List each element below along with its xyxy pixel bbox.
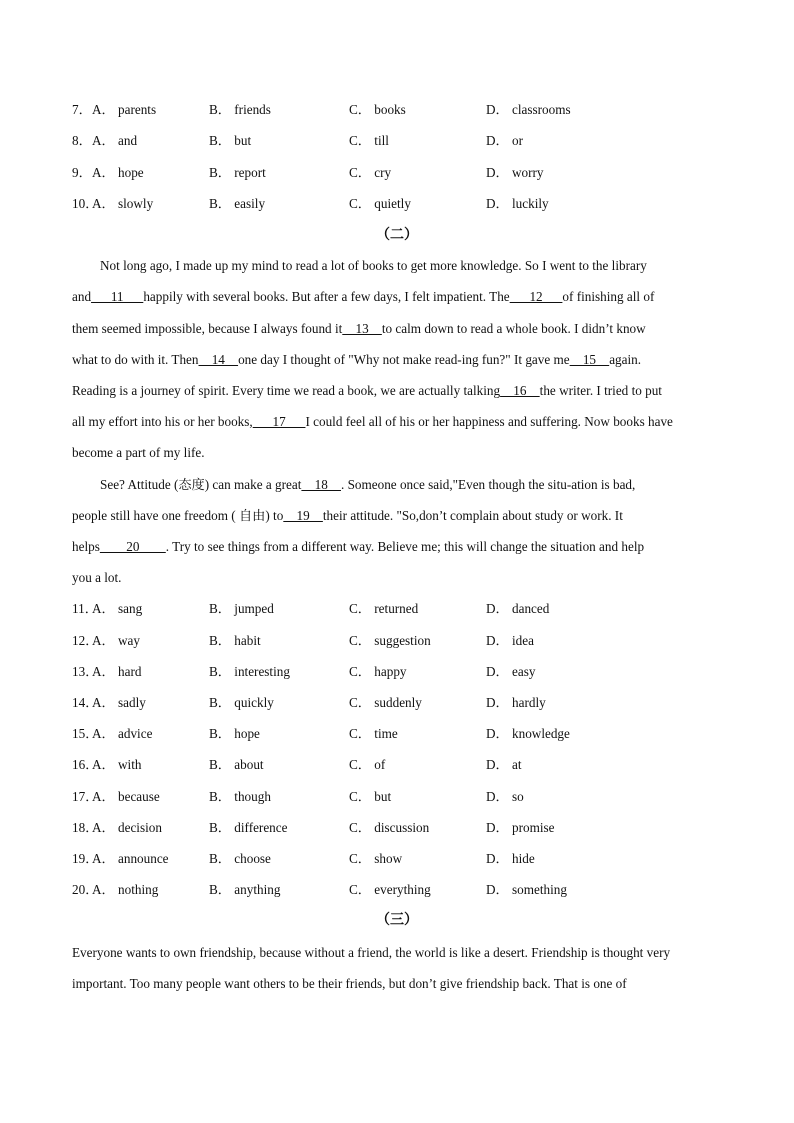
option-d: D． easy — [486, 664, 536, 679]
question-number: 13． — [72, 664, 99, 679]
option-b: B． but — [209, 133, 252, 148]
option-a: A． and — [92, 133, 138, 148]
option-c: C． discussion — [349, 820, 430, 835]
option-d: D． danced — [486, 601, 550, 616]
option-d: D． classrooms — [486, 102, 571, 117]
option-b: B． hope — [209, 726, 260, 741]
question-row — [0, 163, 794, 183]
option-c: C． suddenly — [349, 695, 422, 710]
option-b: B． interesting — [209, 664, 290, 679]
option-c: C． of — [349, 757, 386, 772]
option-a: A． announce — [92, 851, 169, 866]
blank-12: 12 — [509, 289, 563, 304]
passage-line — [72, 381, 722, 401]
option-d: D． something — [486, 882, 567, 897]
option-a: A． way — [92, 633, 140, 648]
blank-13: 13 — [342, 321, 382, 336]
blank-17: 17 — [252, 414, 306, 429]
option-d: D． luckily — [486, 196, 549, 211]
blank-19: 19 — [283, 508, 323, 523]
option-a: A． nothing — [92, 882, 159, 897]
text: of finishing all of — [562, 289, 655, 304]
question-number: 20． — [72, 882, 99, 897]
question-number: 10． — [72, 196, 99, 211]
text: people still have one freedom ( 自由) to — [72, 508, 284, 523]
blank-14: 14 — [198, 352, 239, 367]
blank-15: 15 — [569, 352, 610, 367]
option-a: A． decision — [92, 820, 162, 835]
option-b: B． habit — [209, 633, 261, 648]
option-a: A． hope — [92, 165, 144, 180]
passage-line: important. Too many people want others to be their friends, but don’t give friendship back. That is one of — [72, 976, 627, 991]
option-a: A． because — [92, 789, 160, 804]
passage-line: Everyone wants to own friendship, because without a friend, the world is like a desert. Friendship is thought very — [72, 945, 671, 960]
option-b: B． anything — [209, 882, 281, 897]
passage-line — [100, 475, 720, 495]
option-a: A． parents — [92, 102, 157, 117]
option-c: C． suggestion — [349, 633, 431, 648]
passage-line — [72, 287, 722, 307]
option-c: C． happy — [349, 664, 407, 679]
text: what to do with it. Then — [72, 352, 199, 367]
question-number: 19． — [72, 851, 99, 866]
passage-line — [72, 412, 722, 432]
text: again. — [609, 352, 642, 367]
option-b: B． easily — [209, 196, 266, 211]
text: I could feel all of his or her happiness and suffering. Now books have — [305, 414, 673, 429]
section-title: （三） — [376, 913, 418, 928]
text: all my effort into his or her books, — [72, 414, 253, 429]
option-d: D． idea — [486, 633, 534, 648]
question-number: 12． — [72, 633, 99, 648]
question-row — [0, 631, 794, 651]
question-row — [0, 693, 794, 713]
option-a: A． advice — [92, 726, 153, 741]
passage-line: become a part of my life. — [72, 445, 205, 460]
passage-line — [72, 319, 722, 339]
option-c: C． till — [349, 133, 389, 148]
option-c: C． but — [349, 789, 392, 804]
section-title: （二） — [376, 228, 418, 243]
blank-11: 11 — [91, 289, 144, 304]
option-b: B． report — [209, 165, 266, 180]
option-d: D． or — [486, 133, 523, 148]
option-d: D． so — [486, 789, 524, 804]
option-d: D． hardly — [486, 695, 546, 710]
passage-line: Not long ago, I made up my mind to read a lot of books to get more knowledge. So I went to the library — [100, 258, 647, 273]
question-row — [0, 849, 794, 869]
question-row — [0, 787, 794, 807]
text: . Someone once said,"Even though the situ-ation is bad, — [340, 477, 636, 492]
text: them seemed impossible, because I always found it — [72, 321, 343, 336]
option-c: C． cry — [349, 165, 392, 180]
option-c: C． show — [349, 851, 403, 866]
option-a: A． hard — [92, 664, 142, 679]
text: happily with several books. But after a few days, I felt impatient. The — [143, 289, 510, 304]
question-row — [0, 818, 794, 838]
option-c: C． books — [349, 102, 406, 117]
option-b: B． though — [209, 789, 271, 804]
option-d: D． promise — [486, 820, 555, 835]
option-d: D． at — [486, 757, 522, 772]
question-row — [0, 662, 794, 682]
question-number: 14． — [72, 695, 99, 710]
question-row — [0, 194, 794, 214]
option-b: B． friends — [209, 102, 271, 117]
option-b: B． about — [209, 757, 264, 772]
question-number: 11． — [72, 601, 98, 616]
question-number: 7． — [72, 102, 92, 117]
text: . Try to see things from a different way. Believe me; this will change the situation and help — [165, 539, 645, 554]
option-b: B． quickly — [209, 695, 274, 710]
text: See? Attitude (态度) can make a great — [100, 477, 302, 492]
question-number: 9． — [72, 165, 92, 180]
text: one day I thought of "Why not make read-ing fun?" It gave me — [238, 352, 570, 367]
question-row — [0, 100, 794, 120]
question-number: 18． — [72, 820, 99, 835]
passage-line — [72, 537, 722, 557]
blank-16: 16 — [500, 383, 540, 398]
option-c: C． quietly — [349, 196, 411, 211]
option-c: C． everything — [349, 882, 431, 897]
passage-line — [72, 506, 722, 526]
blank-20: 20 — [99, 539, 166, 554]
option-a: A． sadly — [92, 695, 146, 710]
option-b: B． jumped — [209, 601, 274, 616]
option-b: B． difference — [209, 820, 288, 835]
text: to calm down to read a whole book. I didn’t know — [381, 321, 646, 336]
option-c: C． returned — [349, 601, 419, 616]
option-d: D． knowledge — [486, 726, 570, 741]
option-a: A． sang — [92, 601, 143, 616]
question-row — [0, 131, 794, 151]
question-row — [0, 724, 794, 744]
question-row — [0, 599, 794, 619]
blank-18: 18 — [301, 477, 341, 492]
text: the writer. I tried to put — [539, 383, 662, 398]
option-d: D． worry — [486, 165, 544, 180]
question-number: 16． — [72, 757, 99, 772]
text: and — [72, 289, 92, 304]
option-c: C． time — [349, 726, 398, 741]
option-b: B． choose — [209, 851, 271, 866]
question-number: 8． — [72, 133, 92, 148]
text: their attitude. "So,don’t complain about study or work. It — [322, 508, 623, 523]
passage-line — [72, 350, 722, 370]
text: Reading is a journey of spirit. Every time we read a book, we are actually talking — [72, 383, 501, 398]
option-a: A． slowly — [92, 196, 154, 211]
passage-line: you a lot. — [72, 570, 122, 585]
question-number: 15． — [72, 726, 99, 741]
question-row — [0, 755, 794, 775]
question-number: 17． — [72, 789, 99, 804]
option-a: A． with — [92, 757, 142, 772]
text: helps — [72, 539, 100, 554]
option-d: D． hide — [486, 851, 535, 866]
question-row — [0, 880, 794, 900]
